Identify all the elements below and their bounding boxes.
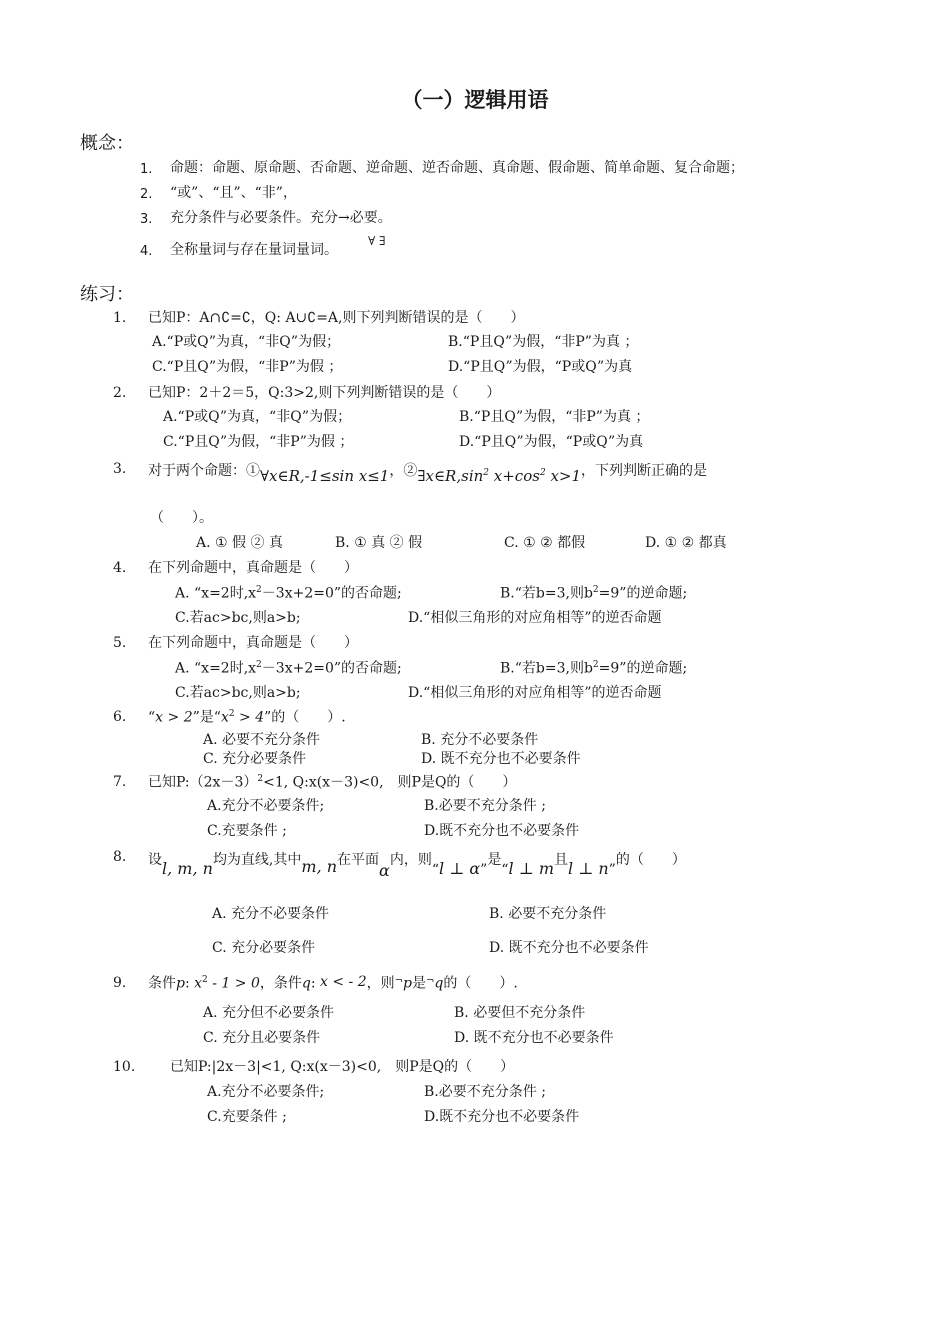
option-b: [500, 585, 687, 602]
condition-formula: x < - 2: [320, 973, 367, 990]
question-text: [148, 709, 346, 726]
option-a: A.“P或Q”为真，“非Q”为假；: [152, 334, 341, 350]
option-d: D.“相似三角形的对应角相等”的逆否命题: [408, 685, 662, 701]
concept-item: “或”、“且”、“非”，: [170, 185, 297, 201]
option-d: D. 既不充分也不必要条件: [454, 1030, 614, 1046]
option-exponent: 2: [256, 660, 262, 670]
option-text-part: =9”的逆命题;: [598, 585, 688, 602]
question-text-part: ，下列判断正确的是: [581, 463, 708, 479]
condition-variable: q: [301, 975, 311, 992]
condition-formula: x: [194, 975, 203, 992]
option-d: D.“相似三角形的对应角相等”的逆否命题: [408, 610, 662, 626]
formula-exponent: 2: [539, 468, 546, 478]
question-text-part: ，②: [389, 463, 418, 479]
question-text-part: :: [184, 975, 195, 992]
question-text-part: ”是“: [192, 709, 221, 726]
option-text-part: B.“若b=3,则b: [500, 585, 593, 602]
option-b: B. 必要不充分条件: [489, 906, 607, 922]
option-c: C. ① ② 都假: [504, 535, 586, 551]
option-a: A. 充分但不必要条件: [203, 1005, 335, 1021]
quote-mark: ”: [608, 862, 616, 878]
question-text-part: <1, Q:x(x－3)<0, 则P是Q的（ ）: [263, 774, 517, 791]
option-exponent: 2: [256, 585, 262, 595]
page-title: （一）逻辑用语: [401, 88, 549, 112]
question-text-part: 条件: [148, 975, 176, 992]
question-text-part: 内，则: [389, 852, 432, 868]
question-text-part: 设: [148, 852, 162, 868]
statement-2-formula: [417, 467, 581, 485]
question-text-part: 已知P:（2x－3）: [148, 774, 258, 791]
option-b: B.必要不充分条件 ;: [424, 1084, 546, 1100]
question-text-part: 是: [411, 975, 426, 992]
option-d: D.“P且Q”为假，“P或Q”为真: [459, 434, 644, 450]
option-c: C.若ac>bc,则a>b;: [175, 610, 301, 626]
question-text: 已知P：2＋2＝5，Q:3>2,则下列判断错误的是（ ）: [148, 385, 501, 401]
formula-part: x>1: [545, 467, 582, 485]
answer-parentheses: （ ）。: [150, 510, 213, 526]
condition-variable: p: [176, 975, 185, 992]
question-text: [148, 774, 516, 791]
question-number: 2.: [113, 385, 127, 401]
question-number: 5.: [113, 635, 127, 651]
option-a: A.充分不必要条件;: [207, 798, 325, 814]
quantifier-symbols: ∀ ∃: [368, 234, 386, 248]
option-exponent: 2: [592, 660, 599, 670]
formula-exponent: 2: [483, 468, 490, 478]
lines-variables: l, m, n: [162, 859, 213, 878]
concept-item: 充分条件与必要条件。充分→必要。: [170, 210, 392, 226]
question-text-part: “: [148, 709, 156, 726]
concept-number: 4.: [140, 244, 153, 259]
question-text-part: 在平面: [337, 852, 380, 868]
option-c: C.“P且Q”为假，“非P”为假 ；: [152, 359, 343, 375]
option-d: D.既不充分也不必要条件: [424, 1109, 580, 1125]
perpendicular-formula: l ⊥ n: [568, 859, 609, 878]
option-a: A. 充分不必要条件: [212, 906, 330, 922]
question-text: 已知P:|2x－3|<1, Q:x(x－3)<0, 则P是Q的（ ）: [170, 1059, 515, 1075]
perpendicular-formula: l ⊥ α: [439, 859, 481, 878]
question-number: 7.: [113, 774, 127, 790]
option-b: B.“P且Q”为假，“非P”为真 ；: [448, 334, 639, 350]
option-b: B.“P且Q”为假，“非P”为真 ；: [459, 409, 650, 425]
formula-exponent: 2: [202, 975, 208, 985]
option-c: C.充要条件 ;: [207, 1109, 287, 1125]
option-text-part: B.“若b=3,则b: [500, 660, 593, 677]
formula-exponent: 2: [228, 709, 235, 719]
condition-variable: q: [434, 975, 444, 992]
inequality-formula: > 4: [234, 709, 265, 726]
option-d: D. 既不充分也不必要条件: [421, 751, 581, 767]
formula-part: ∃x∈R,sin: [417, 467, 484, 485]
question-text-part: 且: [554, 852, 569, 868]
option-c: C.“P且Q”为假，“非P”为假 ；: [163, 434, 354, 450]
option-text-part: A. “x=2时,x: [175, 660, 257, 677]
question-text-part: ，则: [366, 975, 395, 992]
question-number: 10.: [113, 1059, 136, 1075]
condition-variable: p: [403, 975, 412, 992]
statement-1-formula: ∀x∈R,-1≤sin x≤1: [260, 467, 390, 485]
question-number: 3.: [113, 461, 127, 477]
option-b: B. ① 真 ② 假: [335, 535, 423, 551]
negation-symbol: ¬: [425, 975, 435, 987]
option-c: C. 充分且必要条件: [203, 1030, 321, 1046]
plane-variable: α: [379, 861, 390, 880]
concept-number: 3.: [140, 212, 153, 227]
option-a: A. 必要不充分条件: [203, 732, 321, 748]
option-b: [500, 660, 687, 677]
concepts-heading: 概念：: [80, 133, 134, 154]
option-d: D.既不充分也不必要条件: [424, 823, 580, 839]
question-text: 在下列命题中，真命题是（ ）: [148, 635, 358, 651]
question-text-part: ”的（ ）.: [264, 709, 346, 726]
question-text: [148, 849, 686, 880]
option-a: A.“P或Q”为真，“非Q”为假；: [163, 409, 352, 425]
option-d: D. 既不充分也不必要条件: [489, 940, 649, 956]
option-d: D.“P且Q”为假，“P或Q”为真: [448, 359, 633, 375]
concept-number: 2.: [140, 187, 153, 202]
option-a: [175, 660, 402, 677]
option-a: [175, 585, 402, 602]
question-text: 在下列命题中，真命题是（ ）: [148, 560, 358, 576]
quote-mark: “: [431, 862, 440, 878]
option-b: B. 必要但不充分条件: [454, 1005, 586, 1021]
question-text-part: 均为直线,其中: [212, 852, 302, 868]
concept-item: 命题：命题、原命题、否命题、逆命题、逆否命题、真命题、假命题、简单命题、复合命题；: [170, 160, 744, 176]
question-number: 1.: [113, 310, 127, 326]
quote-mark: ”: [480, 862, 488, 878]
option-a: A. ① 假 ② 真: [196, 535, 283, 551]
lines-variables: m, n: [301, 857, 338, 876]
inequality-formula: x > 2: [155, 709, 193, 726]
option-text-part: －3x+2=0”的否命题;: [261, 660, 402, 677]
perpendicular-formula: l ⊥ m: [508, 859, 555, 878]
concept-number: 1.: [140, 162, 153, 177]
question-text-part: :: [310, 975, 320, 992]
option-d: D. ① ② 都真: [645, 535, 727, 551]
option-exponent: 2: [592, 585, 599, 595]
question-text-part: 的（ ）.: [443, 975, 518, 992]
concept-item: 全称量词与存在量词量词。: [170, 242, 338, 258]
question-text: [148, 975, 518, 992]
option-b: B. 充分不必要条件: [421, 732, 539, 748]
option-text-part: －3x+2=0”的否命题;: [261, 585, 402, 602]
condition-formula: - 1 > 0: [207, 975, 260, 992]
question-text-part: 是: [487, 852, 502, 868]
question-text: 已知P：A∩∁=∁，Q: A∪∁=A,则下列判断错误的是（ ）: [148, 310, 525, 326]
formula-part: x+cos: [489, 467, 540, 485]
question-number: 4.: [113, 560, 127, 576]
option-c: C.充要条件 ;: [207, 823, 287, 839]
option-c: C. 充分必要条件: [212, 940, 316, 956]
option-b: B.必要不充分条件 ;: [424, 798, 546, 814]
question-text-part: 对于两个命题：①: [148, 463, 260, 479]
exercises-heading: 练习：: [80, 284, 134, 305]
quote-mark: “: [501, 862, 509, 878]
formula-exponent: 2: [257, 774, 264, 784]
negation-symbol: ¬: [394, 975, 404, 987]
option-text-part: A. “x=2时,x: [175, 585, 257, 602]
question-number: 6.: [113, 709, 127, 725]
question-text-part: ，条件: [259, 975, 302, 992]
option-c: C.若ac>bc,则a>b;: [175, 685, 301, 701]
question-number: 8.: [113, 849, 127, 865]
option-c: C. 充分必要条件: [203, 751, 307, 767]
question-text: [148, 461, 707, 485]
option-text-part: =9”的逆命题;: [598, 660, 688, 677]
question-number: 9.: [113, 975, 127, 991]
option-a: A.充分不必要条件;: [207, 1084, 325, 1100]
question-text-part: 的（ ）: [615, 852, 686, 868]
inequality-formula: x: [220, 709, 229, 726]
